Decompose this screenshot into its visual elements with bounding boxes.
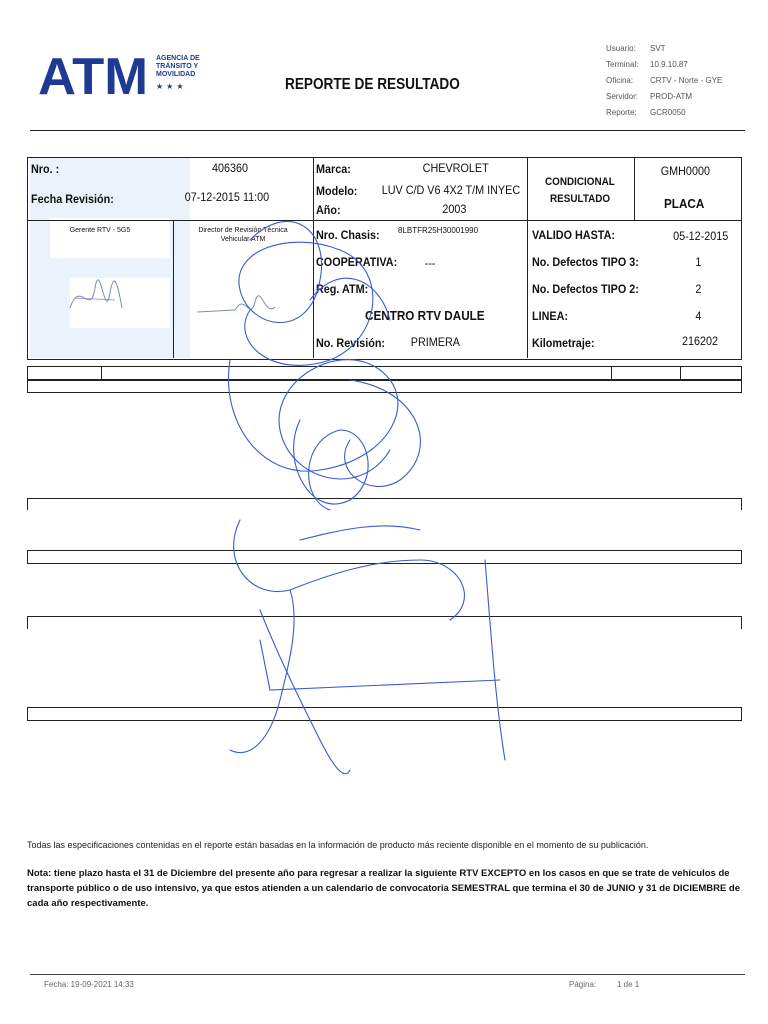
- atm-logo: [38, 50, 148, 96]
- modelo-value: LUV C/D V6 4X2 T/M INYEC: [381, 183, 521, 197]
- logo-subtitle-line: AGENCIA DE: [156, 55, 200, 62]
- fecha-label: Fecha Revisión:: [31, 192, 114, 206]
- nro-label: Nro. :: [31, 162, 60, 176]
- anio-value: 2003: [442, 202, 467, 216]
- nro-value: 406360: [212, 161, 249, 175]
- linea-label: LINEA:: [532, 309, 568, 323]
- meta-row: Servidor: PROD-ATM: [606, 92, 693, 101]
- logo-subtitle: [156, 55, 226, 79]
- nota-text: Nota: tiene plazo hasta el 31 de Diciembre del presente año para regresar a realizar la siguiente RTV EXCEPTO en los casos en que se trate de vehículos de transporte público o de uso intensivo, ya que estos atienden a un calendario de convocatoria SEMESTRAL que termina el 30 de JUNIO y 31 de DICIEMBRE de cada año respectivamente.: [27, 868, 741, 909]
- footer-date: Fecha: 19-09-2021 14:33: [44, 980, 134, 989]
- placa-label: PLACA: [664, 196, 705, 211]
- linea-value: 4: [695, 309, 702, 323]
- cooperativa-label: COOPERATIVA:: [316, 255, 398, 269]
- defects-col-divider: [101, 366, 102, 380]
- header-divider: [30, 130, 745, 131]
- disclaimer-text: Todas las especificaciones contenidas en el reporte están basadas en la información de producto más reciente disponible en el momento de su publicación.: [27, 840, 649, 850]
- section-box: [27, 707, 742, 721]
- revision-value: PRIMERA: [410, 335, 460, 349]
- marca-label: Marca:: [316, 162, 351, 176]
- meta-row: Oficina: CRTV - Norte - GYE: [606, 76, 723, 85]
- valido-label: VALIDO HASTA:: [532, 228, 615, 242]
- tipo3-value: 1: [695, 255, 702, 269]
- tipo2-value: 2: [695, 282, 702, 296]
- defects-table-row: [27, 379, 742, 393]
- reg-atm-label: Reg. ATM:: [316, 282, 369, 296]
- tipo3-label: No. Defectos TIPO 3:: [532, 255, 639, 269]
- km-label: Kilometraje:: [532, 336, 595, 350]
- table-col-divider: [313, 157, 314, 358]
- logo-stars: ★★★: [156, 82, 187, 91]
- condicional-label: CONDICIONAL: [545, 176, 615, 188]
- fecha-value: 07-12-2015 11:00: [184, 190, 270, 204]
- meta-row: Terminal: 10.9.10.87: [606, 60, 688, 69]
- section-box: [27, 550, 742, 564]
- valido-value: 05-12-2015: [673, 229, 729, 243]
- section-box: [27, 616, 742, 629]
- modelo-label: Modelo:: [316, 184, 358, 198]
- anio-label: Año:: [316, 203, 341, 217]
- centro-value: CENTRO RTV DAULE: [365, 308, 485, 323]
- report-meta: [606, 41, 722, 121]
- chasis-label: Nro. Chasis:: [316, 228, 380, 242]
- meta-row: Usuario: SVT: [606, 44, 666, 53]
- table-col-divider: [634, 157, 635, 220]
- cooperativa-value: ---: [424, 256, 436, 270]
- defects-col-divider: [611, 366, 612, 380]
- revision-label: No. Revisión:: [316, 336, 386, 350]
- table-col-divider: [173, 221, 174, 358]
- page-title: REPORTE DE RESULTADO: [285, 76, 460, 93]
- atm-logo-text: ATM: [38, 50, 148, 96]
- resultado-label: RESULTADO: [550, 193, 611, 205]
- footer-divider: [30, 974, 745, 975]
- tipo2-label: No. Defectos TIPO 2:: [532, 282, 639, 296]
- placa-code: GMH0000: [660, 164, 710, 178]
- director-signature: [195, 282, 285, 327]
- gerente-signature: [60, 268, 130, 328]
- page-number: 1 de 1: [617, 980, 640, 989]
- page-label: Página:: [569, 980, 597, 989]
- logo-subtitle-line: MOVILIDAD: [156, 71, 196, 78]
- logo-subtitle-line: TRÁNSITO Y: [156, 63, 199, 70]
- meta-row: Reporte: GCR0050: [606, 108, 686, 117]
- section-box: [27, 498, 742, 510]
- defects-col-divider: [680, 366, 681, 380]
- chasis-value: 8LBTFR25H30001990: [398, 226, 479, 235]
- marca-value: CHEVROLET: [422, 161, 489, 175]
- director-label: Director de Revisión Técnica Vehicular ATM: [198, 227, 288, 243]
- table-col-divider: [527, 157, 528, 358]
- gerente-label: Gerente RTV - 5G5: [69, 227, 131, 234]
- km-value: 216202: [682, 334, 719, 348]
- table-row-divider: [27, 220, 742, 221]
